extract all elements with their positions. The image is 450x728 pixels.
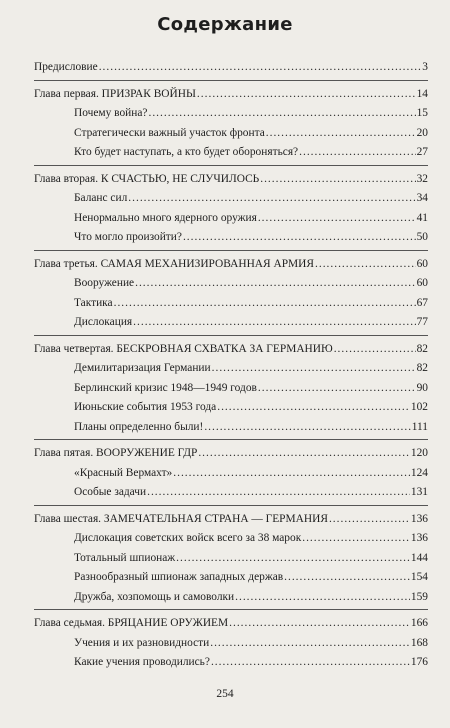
dot-leader xyxy=(99,58,422,78)
chapter-entry xyxy=(34,85,428,105)
dot-leader xyxy=(212,359,416,379)
subsection-entry-title: Вооружение xyxy=(74,277,135,289)
subsection-entry-title: Особые задачи xyxy=(74,486,147,498)
dot-leader xyxy=(128,189,415,209)
subsection-entry-title: Ненормально много ядерного оружия xyxy=(74,211,257,224)
chapter-entry-page-number: 3 xyxy=(422,61,428,73)
subsection-entry-page-number: 60 xyxy=(416,277,428,289)
subsection-entry xyxy=(34,568,428,588)
subsection-entry-page-number: 131 xyxy=(410,486,428,498)
subsection-entry xyxy=(34,274,428,294)
section-divider xyxy=(34,165,428,166)
chapter-entry-page-number: 14 xyxy=(416,87,428,100)
chapter-entry-page-number: 136 xyxy=(410,512,428,525)
dot-leader xyxy=(258,209,416,229)
dot-leader xyxy=(198,444,410,464)
subsection-entry xyxy=(34,359,428,379)
subsection-entry xyxy=(34,189,428,209)
chapter-entry-title: Глава седьмая. БРЯЦАНИЕ ОРУЖИЕМ xyxy=(34,617,229,629)
dot-leader xyxy=(173,464,410,484)
chapter-entry-page-number: 82 xyxy=(416,342,428,355)
dot-leader xyxy=(315,255,416,275)
subsection-entry xyxy=(34,588,428,608)
subsection-entry xyxy=(34,143,428,163)
dot-leader xyxy=(148,104,415,124)
subsection-entry-title: Дружба, хозпомощь и самоволки xyxy=(74,590,235,603)
subsection-entry xyxy=(34,124,428,144)
subsection-entry xyxy=(34,529,428,549)
table-of-contents xyxy=(34,58,428,673)
chapter-entry-page-number: 60 xyxy=(416,257,428,270)
dot-leader xyxy=(299,143,415,163)
subsection-entry-title: Дислокация советских войск всего за 38 марок xyxy=(74,532,302,544)
subsection-entry-page-number: 67 xyxy=(416,296,428,309)
dot-leader xyxy=(135,274,416,294)
subsection-entry-page-number: 27 xyxy=(416,146,428,158)
subsection-entry-page-number: 136 xyxy=(410,532,428,544)
subsection-entry-page-number: 82 xyxy=(416,362,428,374)
subsection-entry-page-number: 77 xyxy=(416,316,428,328)
subsection-entry-title: Баланс сил xyxy=(74,192,128,204)
subsection-entry xyxy=(34,634,428,654)
chapter-entry-title: Глава шестая. ЗАМЕЧАТЕЛЬНАЯ СТРАНА — ГЕРМАНИЯ xyxy=(34,512,328,525)
subsection-entry-title: Берлинский кризис 1948—1949 годов xyxy=(74,381,257,394)
dot-leader xyxy=(260,170,415,190)
chapter-entry xyxy=(34,340,428,360)
subsection-entry-page-number: 111 xyxy=(411,420,428,433)
chapter-entry-title: Глава третья. САМАЯ МЕХАНИЗИРОВАННАЯ АРМИЯ xyxy=(34,257,314,270)
subsection-entry xyxy=(34,549,428,569)
subsection-entry-title: Какие учения проводились? xyxy=(74,656,210,668)
chapter-entry-page-number: 32 xyxy=(416,172,428,185)
subsection-entry-page-number: 41 xyxy=(416,211,428,224)
dot-leader xyxy=(204,418,410,438)
subsection-entry-title: Разнообразный шпионаж западных держав xyxy=(74,571,284,583)
subsection-entry xyxy=(34,294,428,314)
dot-leader xyxy=(176,549,410,569)
dot-leader xyxy=(114,294,416,314)
subsection-entry xyxy=(34,653,428,673)
subsection-entry-title: Дислокация xyxy=(74,316,133,328)
section-divider xyxy=(34,505,428,506)
subsection-entry-title: Стратегически важный участок фронта xyxy=(74,126,265,139)
page-number: 254 xyxy=(216,688,234,700)
dot-leader xyxy=(266,124,416,144)
subsection-entry-page-number: 20 xyxy=(416,126,428,139)
chapter-entry xyxy=(34,510,428,530)
subsection-entry-title: Почему война? xyxy=(74,107,148,119)
chapter-entry-title: Предисловие xyxy=(34,61,98,73)
dot-leader xyxy=(334,340,416,360)
page-title: Содержание xyxy=(157,14,293,35)
dot-leader xyxy=(258,379,416,399)
subsection-entry-title: Демилитаризация Германии xyxy=(74,362,211,374)
dot-leader xyxy=(284,568,410,588)
subsection-entry-page-number: 159 xyxy=(410,590,428,603)
subsection-entry-title: Кто будет наступать, а кто будет обороняться? xyxy=(74,146,299,158)
dot-leader xyxy=(229,614,410,634)
dot-leader xyxy=(210,634,410,654)
subsection-entry-page-number: 124 xyxy=(410,466,428,479)
subsection-entry xyxy=(34,483,428,503)
subsection-entry-page-number: 144 xyxy=(410,551,428,564)
subsection-entry-page-number: 176 xyxy=(410,656,428,668)
subsection-entry xyxy=(34,104,428,124)
dot-leader xyxy=(133,313,415,333)
section-divider xyxy=(34,609,428,610)
subsection-entry xyxy=(34,398,428,418)
dot-leader xyxy=(197,85,416,105)
dot-leader xyxy=(183,228,416,248)
subsection-entry-title: Тактика xyxy=(74,296,113,309)
chapter-entry-title: Глава вторая. К СЧАСТЬЮ, НЕ СЛУЧИЛОСЬ xyxy=(34,172,260,185)
dot-leader xyxy=(217,398,410,418)
chapter-entry-page-number: 120 xyxy=(410,447,428,459)
subsection-entry-page-number: 154 xyxy=(410,571,428,583)
chapter-entry xyxy=(34,255,428,275)
section-divider xyxy=(34,335,428,336)
subsection-entry-title: Июньские события 1953 года xyxy=(74,401,217,413)
chapter-entry-title: Глава четвертая. БЕСКРОВНАЯ СХВАТКА ЗА ГЕРМАНИЮ xyxy=(34,342,333,355)
section-divider xyxy=(34,439,428,440)
subsection-entry xyxy=(34,464,428,484)
subsection-entry-page-number: 15 xyxy=(416,107,428,119)
subsection-entry-page-number: 102 xyxy=(410,401,428,413)
chapter-entry xyxy=(34,58,428,78)
chapter-entry-title: Глава пятая. ВООРУЖЕНИЕ ГДР xyxy=(34,447,198,459)
subsection-entry-title: Планы определенно были! xyxy=(74,420,204,433)
subsection-entry xyxy=(34,313,428,333)
subsection-entry-title: Тотальный шпионаж xyxy=(74,551,176,564)
chapter-entry xyxy=(34,614,428,634)
section-divider xyxy=(34,80,428,81)
subsection-entry xyxy=(34,228,428,248)
dot-leader xyxy=(235,588,410,608)
subsection-entry-title: Учения и их разновидности xyxy=(74,636,210,649)
subsection-entry-page-number: 90 xyxy=(416,381,428,394)
dot-leader xyxy=(147,483,410,503)
subsection-entry-title: Что могло произойти? xyxy=(74,231,182,243)
subsection-entry xyxy=(34,209,428,229)
subsection-entry-page-number: 168 xyxy=(410,636,428,649)
chapter-entry xyxy=(34,170,428,190)
subsection-entry xyxy=(34,418,428,438)
dot-leader xyxy=(302,529,410,549)
chapter-entry-title: Глава первая. ПРИЗРАК ВОЙНЫ xyxy=(34,87,196,100)
subsection-entry-page-number: 34 xyxy=(416,192,428,204)
subsection-entry xyxy=(34,379,428,399)
subsection-entry-page-number: 50 xyxy=(416,231,428,243)
chapter-entry xyxy=(34,444,428,464)
dot-leader xyxy=(329,510,410,530)
dot-leader xyxy=(211,653,410,673)
section-divider xyxy=(34,250,428,251)
subsection-entry-title: «Красный Вермахт» xyxy=(74,466,173,479)
chapter-entry-page-number: 166 xyxy=(410,617,428,629)
